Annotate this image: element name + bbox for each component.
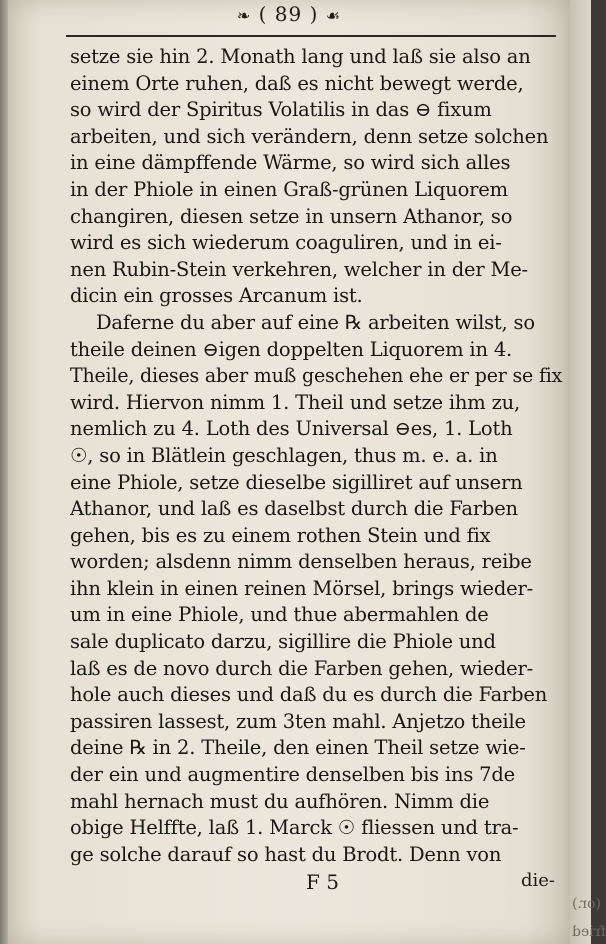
text-line: ihn klein in einen reinen Mörsel, brings wieder- (70, 576, 534, 600)
page-header (8, 2, 570, 26)
text-line: eine Phiole, setze dieselbe sigilliret auf unsern (70, 470, 523, 494)
text-line: setze sie hin 2. Monath lang und laß sie also an (70, 45, 531, 68)
text-line: sale duplicato darzu, sigillire die Phiole und (70, 630, 496, 654)
header-rule (66, 35, 556, 37)
text-line: deine ℞ in 2. Theile, den einen Theil setze wie- (70, 736, 526, 760)
text-line: in eine dämpffende Wärme, so wird sich alles (70, 151, 511, 175)
text-line: hole auch dieses und daß du es durch die Farben (70, 683, 548, 707)
book-page (8, 0, 570, 944)
bleed-through-text: fried (572, 924, 606, 940)
text-line: der ein und augmentire denselben bis ins 7de (70, 763, 515, 787)
text-line: nemlich zu 4. Loth des Universal ⊖es, 1. Loth (70, 417, 513, 441)
text-line: um in eine Phiole, und thue abermahlen de (70, 603, 489, 627)
text-line: passiren lassest, zum 3ten mahl. Anjetzo theile (70, 709, 526, 733)
signature-mark: F 5 (306, 870, 339, 894)
header-ornament-right: ☙ (325, 6, 342, 25)
text-line: theile deinen ⊖igen doppelten Liquorem in 4. (70, 337, 513, 361)
text-line: changiren, diesen setze in unsern Athanor, so (70, 204, 513, 228)
text-line: arbeiten, und sich verändern, denn setze solchen (70, 124, 549, 148)
paragraph-start-line: Daferne du aber auf eine ℞ arbeiten wilst, so (96, 310, 535, 334)
text-line: worden; alsdenn nimm denselben heraus, reibe (70, 550, 532, 574)
text-line: Athanor, und laß es daselbst durch die Farben (70, 497, 518, 521)
bleed-through-text: (or.) (572, 896, 601, 912)
text-line: Theile, dieses aber muß geschehen ehe er per se fix (70, 364, 563, 388)
text-line: nen Rubin-Stein verkehren, welcher in der Me- (70, 257, 528, 281)
text-line: wird es sich wiederum coaguliren, und in ei- (70, 231, 502, 255)
catchword: die- (521, 870, 556, 891)
text-line: ge solche darauf so hast du Brodt. Denn von (70, 842, 502, 866)
text-line: mahl hernach must du aufhören. Nimm die (70, 789, 490, 813)
header-ornament-left: ❧ (236, 6, 252, 25)
facing-page-edge (570, 0, 606, 944)
text-line: einem Orte ruhen, daß es nicht bewegt werde, (70, 71, 524, 95)
text-line: so wird der Spiritus Volatilis in das ⊖ fixum (70, 98, 492, 122)
text-line: laß es de novo durch die Farben gehen, wieder- (70, 656, 534, 680)
text-line: gehen, bis es zu einem rothen Stein und fix (70, 523, 491, 547)
text-line: wird. Hiervon nimm 1. Theil und setze ihm zu, (70, 390, 521, 414)
text-line: ☉, so in Blätlein geschlagen, thus m. e. a. in (70, 443, 498, 467)
text-line: in der Phiole in einen Graß-grünen Liquorem (70, 177, 508, 201)
page-number: ( 89 ) (258, 2, 319, 26)
text-line: obige Helffte, laß 1. Marck ☉ fliessen und tra- (70, 816, 519, 840)
text-line: dicin ein grosses Arcanum ist. (70, 284, 363, 308)
body-text (70, 44, 562, 868)
